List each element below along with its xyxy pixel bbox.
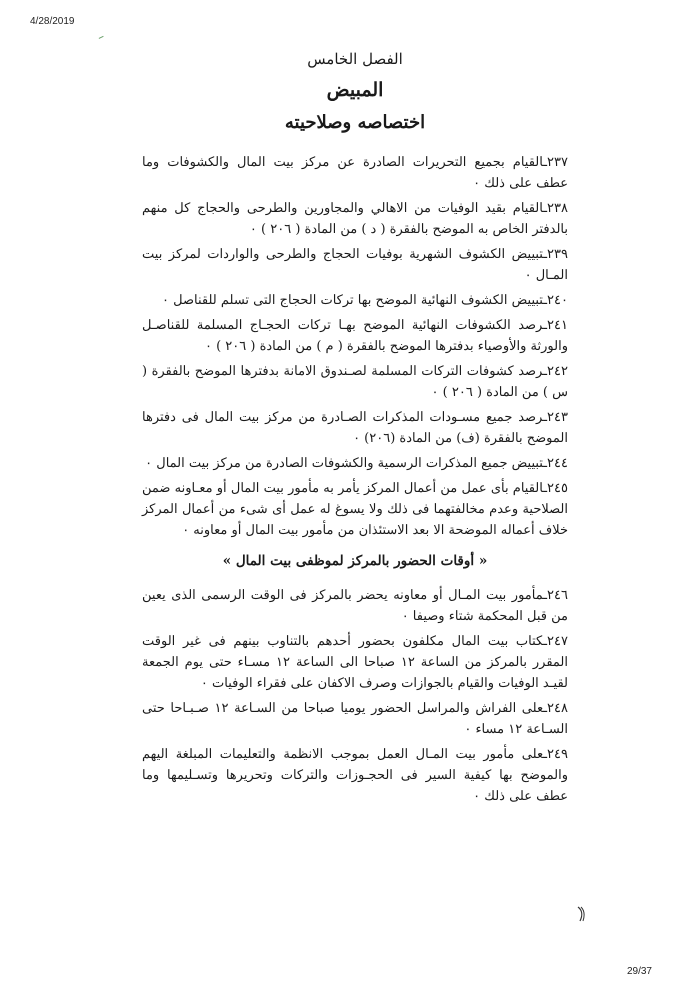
article-text: القيام بجميع التحريرات الصادرة عن مركز بيت المال والكشوفات وما عطف على ذلك ٠ — [142, 155, 568, 191]
article-241 — [142, 315, 568, 357]
article-text: رصد كشوفات التركات المسلمة لصـندوق الامانة بدفترها الموضح بالفقرة ( س ) من المادة ( ٢٠٦ ) ٠ — [142, 364, 568, 400]
article-number: ٢٤٥ـ — [543, 481, 568, 496]
article-249 — [142, 744, 568, 807]
attendance-heading: « أوقات الحضور بالمركز لموظفى بيت المال » — [222, 553, 488, 569]
article-text: رصد الكشوفات النهائية الموضح بهـا تركات الحجـاج المسلمة للقناصـل والورثة والأوصياء بدفترها الموضح بالفقرة ( م ) من المادة ( ٢٠٦ ) ٠ — [142, 318, 568, 354]
article-text: القيام بأى عمل من أعمال المركز يأمر به مأمور بيت المال أو معـاونه ضمن الصلاحية وعدم مخالفتهما فى ذلك ولا يسوغ له عمل أى شىء من أعمال المركز خلاف أعماله الموضحة الا بعد الاستئذان من مأمور بيت المال أو معاونه ٠ — [142, 481, 568, 538]
subsection-title: اختصاصه وصلاحيته — [284, 112, 426, 133]
article-text: القيام بقيد الوفيات من الاهالي والمجاورين والطرحى والحجاج كل منهم بالدفتر الخاص به الموضح بالفقرة ( د ) من المادة ( ٢٠٦ ) ٠ — [142, 201, 568, 237]
print-date: 4/28/2019 — [30, 16, 75, 27]
article-number: ٢٣٨ـ — [543, 201, 568, 216]
article-244 — [142, 453, 568, 474]
article-239 — [142, 244, 568, 286]
article-text: تبييض الكشوف النهائية الموضح بها تركات الحجاج التى تسلم للقناصل ٠ — [162, 293, 544, 308]
article-text: مأمور بيت المـال أو معاونه يحضر بالمركز فى الوقت الرسمى الذى يعين من قبل المحكمة شتاء وصيفا ٠ — [142, 588, 568, 624]
articles-part1 — [142, 152, 568, 541]
article-245 — [142, 478, 568, 541]
article-text: على الفراش والمراسل الحضور يوميا صباحا من السـاعة ١٢ صـبـاحا حتى السـاعة ١٢ مساء ٠ — [142, 701, 568, 737]
article-number: ٢٤٩ـ — [543, 747, 568, 762]
document-body — [142, 44, 568, 811]
articles-part2 — [142, 585, 568, 807]
article-number: ٢٣٧ـ — [543, 155, 568, 170]
article-247 — [142, 631, 568, 694]
article-242 — [142, 361, 568, 403]
article-237 — [142, 152, 568, 194]
article-248 — [142, 698, 568, 740]
article-238 — [142, 198, 568, 240]
page-number: 29/37 — [626, 966, 652, 977]
chapter-heading: الفصل الخامس — [307, 50, 403, 68]
article-number: ٢٣٩ـ — [543, 247, 568, 262]
article-240 — [142, 290, 568, 311]
article-text: رصد جميع مسـودات المذكرات الصـادرة من مركز بيت المال فى دفترها الموضح بالفقرة (ف) من المادة (٢٠٦) ٠ — [142, 410, 568, 446]
article-text: تبييض الكشوف الشهرية بوفيات الحجاج والطرحى والواردات لمركز بيت المـال ٠ — [142, 247, 568, 283]
section-title: المبيض — [326, 79, 384, 101]
scan-mark — [97, 33, 103, 39]
article-number: ٢٤٨ـ — [543, 701, 568, 716]
article-text: على مأمور بيت المـال العمل بموجب الانظمة والتعليمات المبلغة اليهم والموضح بها كيفية السير فى الحجـوزات والتركات وتحريرها وتسـليمها وما عطف على ذلك ٠ — [142, 747, 568, 804]
pen-mark — [576, 906, 586, 922]
article-text: تبييض جميع المذكرات الرسمية والكشوفات الصادرة من مركز بيت المال ٠ — [145, 456, 544, 471]
article-number: ٢٤١ـ — [543, 318, 568, 333]
article-number: ٢٤٢ـ — [543, 364, 568, 379]
article-number: ٢٤٦ـ — [543, 588, 568, 603]
article-number: ٢٤٤ـ — [543, 456, 568, 471]
article-number: ٢٤٠ـ — [543, 293, 568, 308]
article-text: كتاب بيت المال مكلفون بحضور أحدهم بالتناوب بينهم فى غير الوقت المقرر بالمركز من الساعة ١٢ صباحا الى الساعة ١٢ مسـاء حتى يوم الجمعة لقيـد الوفيات والقيام بالجوازات وصرف الاكفان على فقراء الوفيات ٠ — [142, 634, 568, 691]
article-243 — [142, 407, 568, 449]
article-246 — [142, 585, 568, 627]
article-number: ٢٤٣ـ — [543, 410, 568, 425]
article-number: ٢٤٧ـ — [543, 634, 568, 649]
